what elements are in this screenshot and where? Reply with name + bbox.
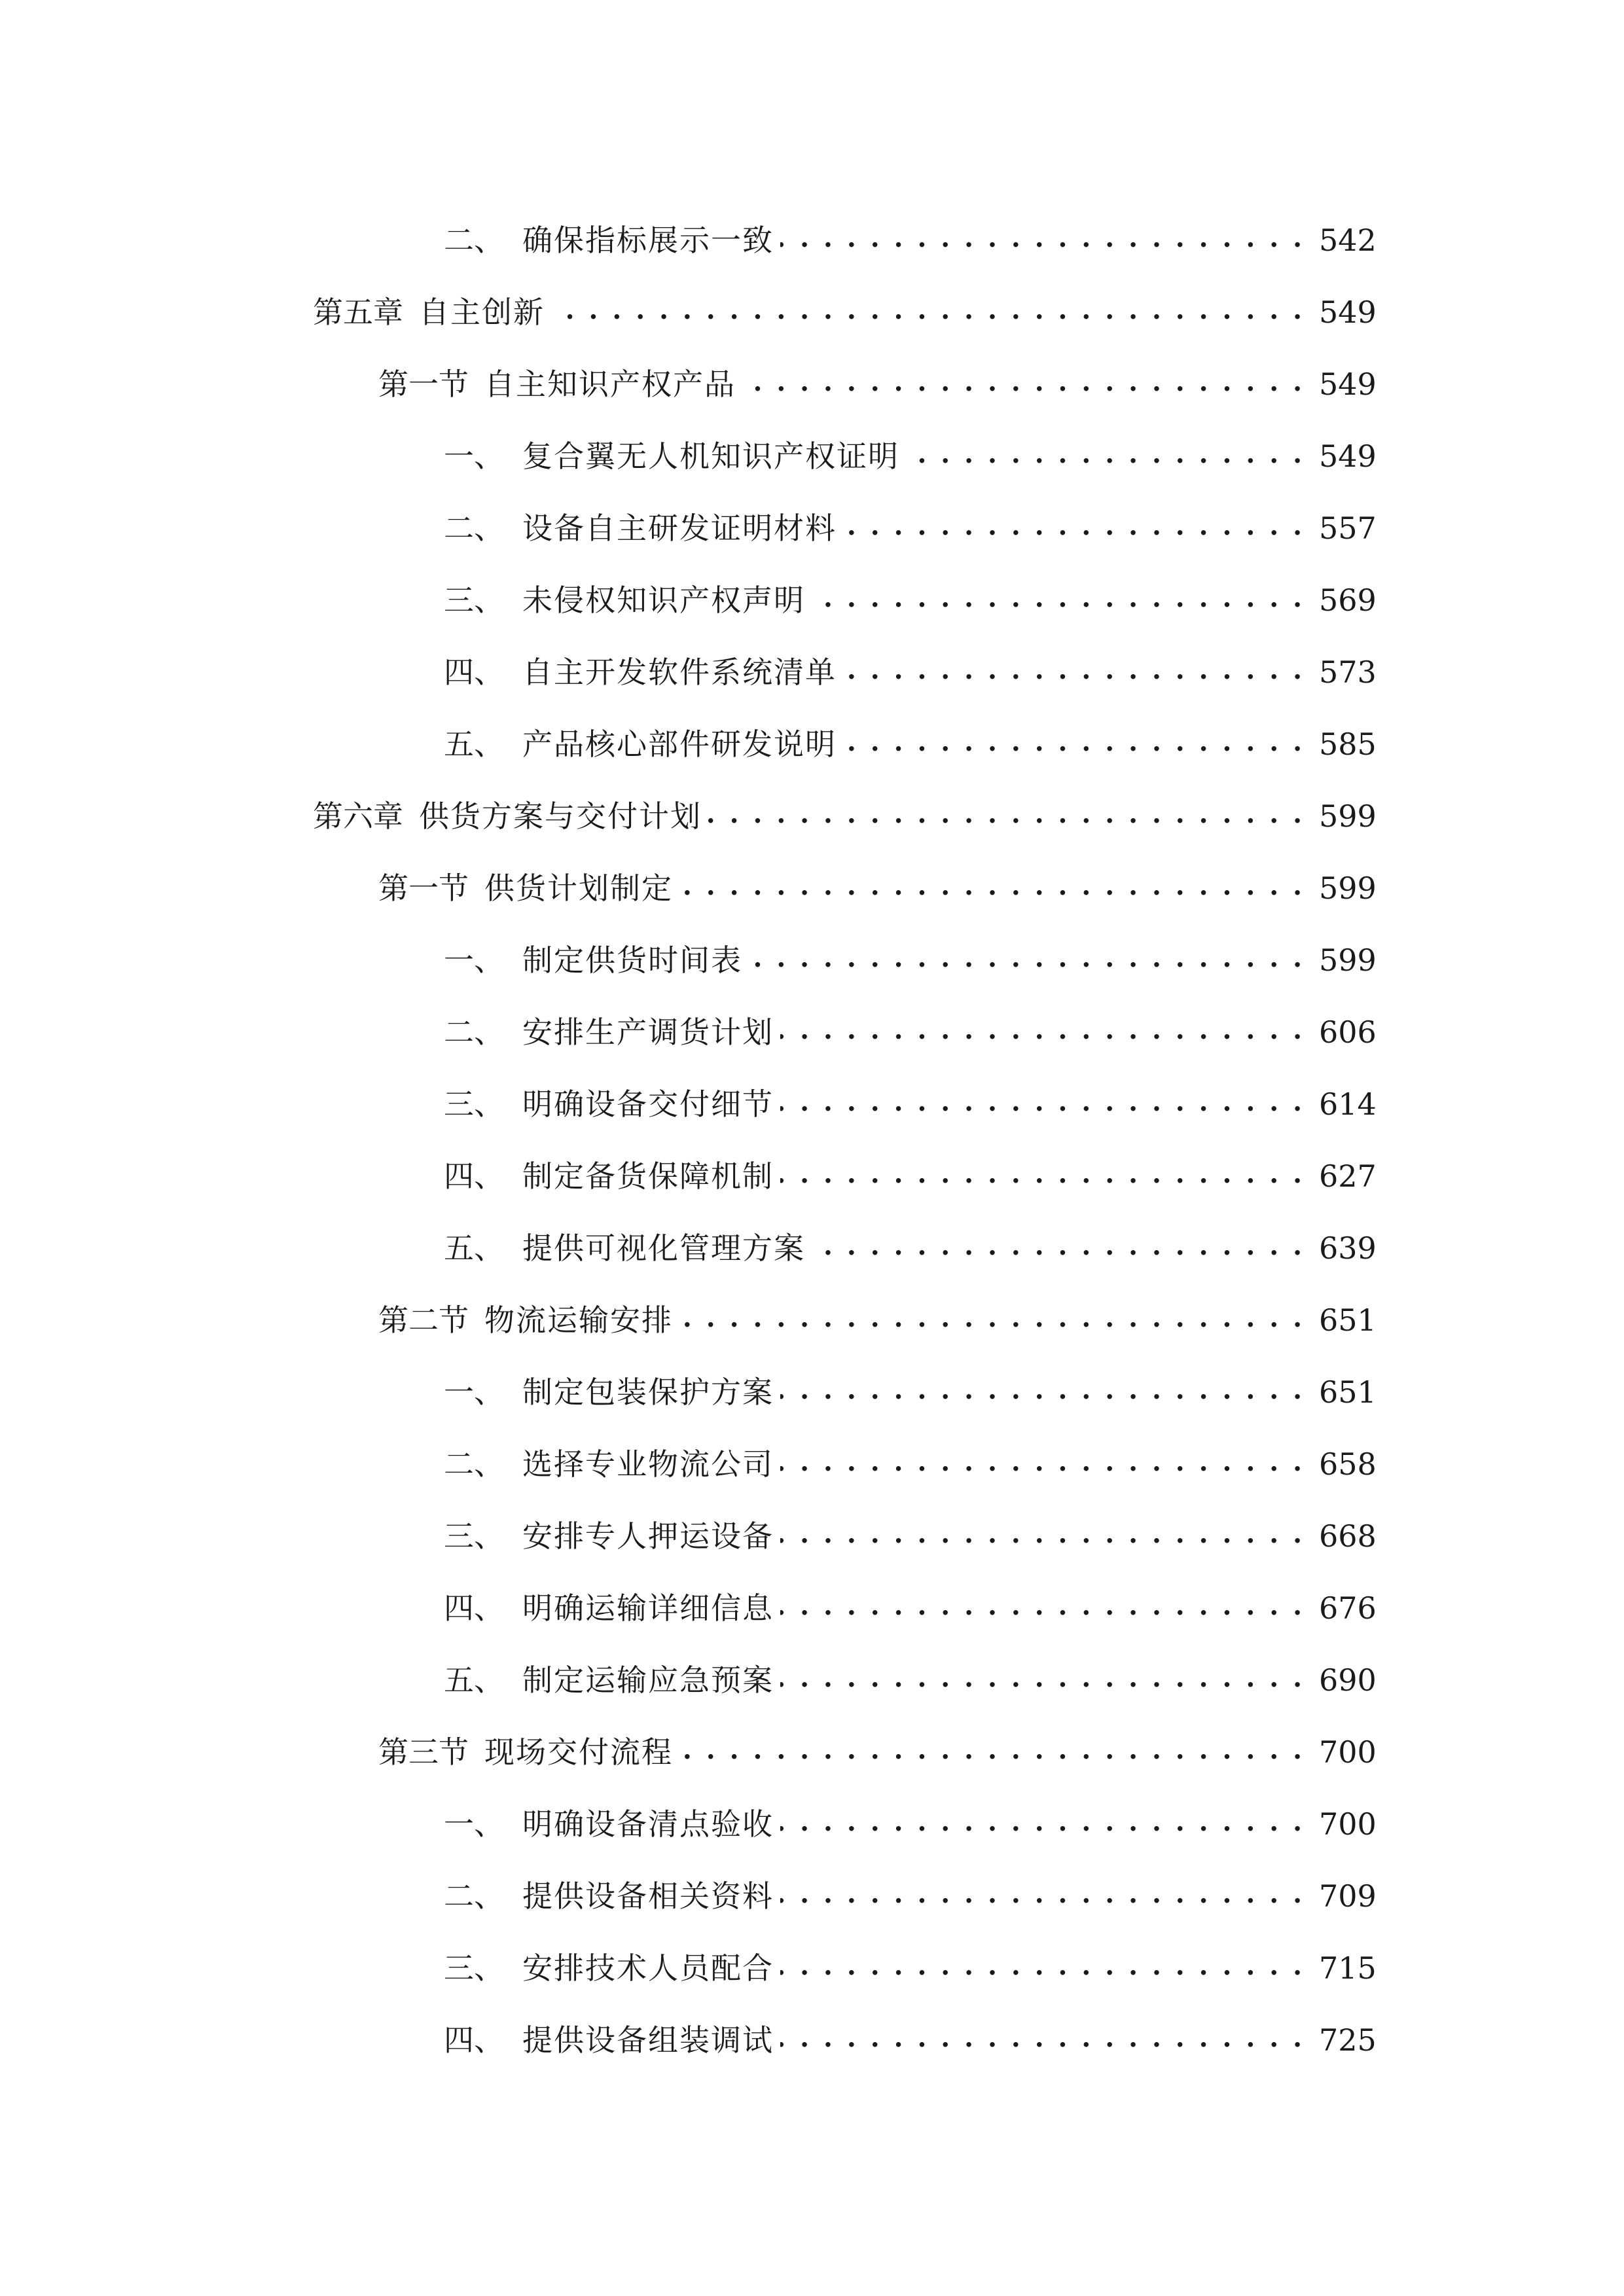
toc-entry-number: 三、	[444, 1518, 504, 1554]
toc-entry-number: 一、	[444, 1806, 504, 1842]
dot-leader	[780, 2025, 1305, 2055]
toc-entry-number: 四、	[444, 1590, 504, 1626]
toc-entry[interactable]	[0, 564, 1624, 636]
toc-entry-number: 第一节	[378, 367, 469, 402]
toc-entry-title: 自主开发软件系统清单	[522, 655, 837, 690]
toc-entry[interactable]	[0, 636, 1624, 708]
toc-entry-title: 提供设备组装调试	[522, 2022, 774, 2058]
toc-entry-title: 供货计划制定	[484, 870, 673, 906]
dot-leader	[843, 729, 1305, 759]
dot-leader	[780, 1161, 1305, 1191]
toc-entry[interactable]	[0, 204, 1624, 276]
toc-entry-number: 三、	[444, 1086, 504, 1122]
toc-entry-page: 658	[1319, 1446, 1377, 1482]
toc-entry-number: 五、	[444, 1230, 504, 1266]
toc-entry-title: 明确运输详细信息	[522, 1590, 774, 1626]
toc-entry-number: 三、	[444, 1950, 504, 1986]
toc-entry-title: 自主知识产权产品	[484, 367, 736, 402]
toc-entry-page: 542	[1319, 223, 1377, 258]
dot-leader	[906, 441, 1305, 471]
toc-entry-page: 573	[1319, 655, 1377, 690]
toc-entry-title: 安排技术人员配合	[522, 1950, 774, 1986]
toc-entry[interactable]	[0, 1500, 1624, 1572]
toc-entry-page: 676	[1319, 1590, 1377, 1626]
toc-entry-page: 549	[1319, 295, 1377, 330]
toc-entry-title: 自主创新	[419, 295, 545, 330]
toc-entry-title: 明确设备交付细节	[522, 1086, 774, 1122]
toc-entry-page: 606	[1319, 1014, 1377, 1050]
dot-leader	[742, 369, 1305, 399]
toc-entry-number: 第二节	[378, 1302, 469, 1338]
toc-entry[interactable]	[0, 2004, 1624, 2076]
toc-entry-page: 614	[1319, 1086, 1377, 1122]
toc-entry-title: 制定运输应急预案	[522, 1662, 774, 1698]
toc-entry-number: 四、	[444, 2022, 504, 2058]
toc-entry-number: 一、	[444, 942, 504, 978]
toc-entry-title: 复合翼无人机知识产权证明	[522, 439, 899, 474]
toc-entry-page: 599	[1319, 798, 1377, 834]
dot-leader	[780, 1593, 1305, 1623]
toc-entry-number: 二、	[444, 511, 504, 546]
toc-entry-number: 第六章	[313, 798, 403, 834]
dot-leader	[749, 945, 1305, 975]
toc-entry-page: 651	[1319, 1302, 1377, 1338]
toc-entry-number: 四、	[444, 1158, 504, 1194]
toc-entry-title: 供货方案与交付计划	[419, 798, 702, 834]
toc-entry[interactable]	[0, 276, 1624, 348]
toc-entry[interactable]	[0, 780, 1624, 852]
toc-entry-title: 制定备货保障机制	[522, 1158, 774, 1194]
toc-entry[interactable]	[0, 1428, 1624, 1500]
toc-entry-number: 一、	[444, 439, 504, 474]
toc-entry-number: 四、	[444, 655, 504, 690]
toc-entry-title: 安排生产调货计划	[522, 1014, 774, 1050]
toc-entry-page: 700	[1319, 1806, 1377, 1842]
toc-entry-number: 五、	[444, 1662, 504, 1698]
toc-entry-title: 物流运输安排	[484, 1302, 673, 1338]
toc-entry[interactable]	[0, 348, 1624, 420]
toc-entry-number: 一、	[444, 1374, 504, 1410]
toc-entry[interactable]	[0, 1356, 1624, 1428]
toc-entry-number: 二、	[444, 1446, 504, 1482]
table-of-contents	[0, 204, 1624, 2076]
dot-leader	[780, 1521, 1305, 1551]
toc-entry-number: 第三节	[378, 1734, 469, 1770]
dot-leader	[780, 1377, 1305, 1407]
toc-entry-number: 二、	[444, 1878, 504, 1914]
toc-entry-page: 639	[1319, 1230, 1377, 1266]
dot-leader	[843, 513, 1305, 543]
toc-entry-title: 确保指标展示一致	[522, 223, 774, 258]
toc-entry-number: 二、	[444, 223, 504, 258]
toc-entry-title: 制定包装保护方案	[522, 1374, 774, 1410]
toc-entry[interactable]	[0, 492, 1624, 564]
toc-entry[interactable]	[0, 1284, 1624, 1356]
dot-leader	[551, 297, 1305, 327]
dot-leader	[780, 1017, 1305, 1047]
toc-entry-title: 安排专人押运设备	[522, 1518, 774, 1554]
toc-entry-page: 627	[1319, 1158, 1377, 1194]
toc-entry-number: 三、	[444, 583, 504, 618]
toc-entry-page: 599	[1319, 942, 1377, 978]
toc-entry-title: 提供可视化管理方案	[522, 1230, 805, 1266]
toc-entry-title: 未侵权知识产权声明	[522, 583, 805, 618]
toc-entry[interactable]	[0, 708, 1624, 780]
toc-entry-number: 第五章	[313, 295, 403, 330]
dot-leader	[780, 1089, 1305, 1119]
toc-entry-title: 制定供货时间表	[522, 942, 742, 978]
toc-entry-number: 五、	[444, 726, 504, 762]
toc-entry[interactable]	[0, 1932, 1624, 2004]
toc-entry-title: 产品核心部件研发说明	[522, 726, 837, 762]
dot-leader	[812, 585, 1305, 615]
dot-leader	[780, 1881, 1305, 1911]
toc-entry-page: 715	[1319, 1950, 1377, 1986]
toc-entry-title: 选择专业物流公司	[522, 1446, 774, 1482]
toc-entry-page: 690	[1319, 1662, 1377, 1698]
toc-entry-page: 557	[1319, 511, 1377, 546]
toc-entry-title: 现场交付流程	[484, 1734, 673, 1770]
toc-entry-page: 549	[1319, 439, 1377, 474]
dot-leader	[679, 1737, 1305, 1767]
dot-leader	[780, 1953, 1305, 1983]
toc-entry[interactable]	[0, 996, 1624, 1068]
toc-entry[interactable]	[0, 1140, 1624, 1212]
toc-entry[interactable]	[0, 1212, 1624, 1284]
toc-entry-page: 549	[1319, 367, 1377, 402]
toc-entry[interactable]	[0, 1068, 1624, 1140]
toc-entry[interactable]	[0, 1572, 1624, 1644]
toc-entry-title: 提供设备相关资料	[522, 1878, 774, 1914]
toc-entry-page: 709	[1319, 1878, 1377, 1914]
dot-leader	[843, 657, 1305, 687]
toc-entry-page: 700	[1319, 1734, 1377, 1770]
toc-entry-title: 设备自主研发证明材料	[522, 511, 837, 546]
dot-leader	[780, 1809, 1305, 1839]
dot-leader	[708, 801, 1305, 831]
toc-entry-page: 668	[1319, 1518, 1377, 1554]
toc-entry-page: 585	[1319, 726, 1377, 762]
dot-leader	[780, 1449, 1305, 1479]
toc-entry-page: 651	[1319, 1374, 1377, 1410]
dot-leader	[679, 1305, 1305, 1335]
toc-entry[interactable]	[0, 1716, 1624, 1788]
dot-leader	[780, 225, 1305, 255]
toc-entry-page: 569	[1319, 583, 1377, 618]
toc-entry[interactable]	[0, 1788, 1624, 1860]
dot-leader	[812, 1233, 1305, 1263]
toc-entry-number: 第一节	[378, 870, 469, 906]
toc-entry-page: 725	[1319, 2022, 1377, 2058]
toc-entry[interactable]	[0, 1860, 1624, 1932]
toc-entry[interactable]	[0, 852, 1624, 924]
dot-leader	[679, 873, 1305, 903]
toc-entry[interactable]	[0, 924, 1624, 996]
toc-entry-title: 明确设备清点验收	[522, 1806, 774, 1842]
toc-entry-page: 599	[1319, 870, 1377, 906]
toc-entry[interactable]	[0, 1644, 1624, 1716]
toc-entry-number: 二、	[444, 1014, 504, 1050]
dot-leader	[780, 1665, 1305, 1695]
toc-entry[interactable]	[0, 420, 1624, 492]
